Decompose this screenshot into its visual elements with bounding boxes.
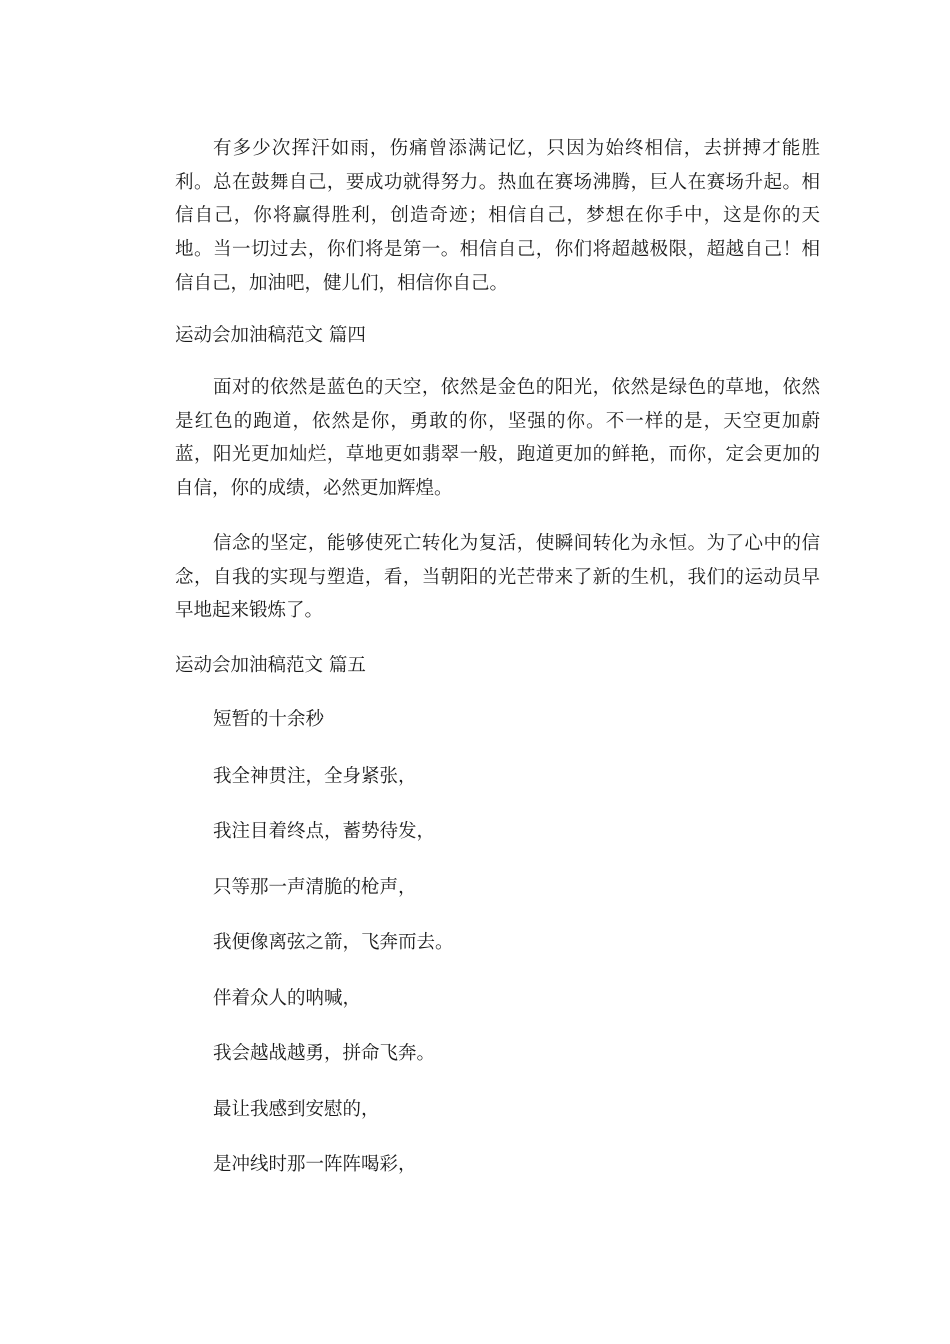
paragraph-belief: 信念的坚定，能够使死亡转化为复活，使瞬间转化为永恒。为了心中的信念，自我的实现与塑造，看，当朝阳的光芒带来了新的生机，我们的运动员早早地起来锻炼了。 xyxy=(175,533,820,622)
paragraph-blue-sky: 面对的依然是蓝色的天空，依然是金色的阳光，依然是绿色的草地，依然是红色的跑道，依然是你，勇敢的你，坚强的你。不一样的是，天空更加蔚蓝，阳光更加灿烂，草地更如翡翠一般，跑道更加的鲜艳，而你，定会更加的自信，你的成绩，必然更加辉煌。 xyxy=(175,377,820,500)
poem-line: 短暂的十余秒 xyxy=(213,709,325,730)
poem-line: 伴着众人的呐喊， xyxy=(213,988,362,1009)
section-heading-part-four: 运动会加油稿范文 篇四 xyxy=(175,325,366,346)
poem-line: 只等那一声清脆的枪声， xyxy=(213,877,417,898)
poem-line: 我全神贯注，全身紧张， xyxy=(213,766,417,787)
poem-line: 我会越战越勇，拼命飞奔。 xyxy=(213,1043,436,1064)
poem-line: 最让我感到安慰的， xyxy=(213,1099,380,1120)
poem-line: 我注目着终点，蓄势待发， xyxy=(213,821,436,842)
paragraph-encouragement: 有多少次挥汗如雨，伤痛曾添满记忆，只因为始终相信，去拼搏才能胜利。总在鼓舞自己，要成功就得努力。热血在赛场沸腾，巨人在赛场升起。相信自己，你将赢得胜利，创造奇迹；相信自己，梦想在你手中，这是你的天地。当一切过去，你们将是第一。相信自己，你们将超越极限，超越自己！相信自己，加油吧，健儿们，相信你自己。 xyxy=(175,138,820,294)
poem-line: 是冲线时那一阵阵喝彩， xyxy=(213,1154,417,1175)
poem-line: 我便像离弦之箭，飞奔而去。 xyxy=(213,932,454,953)
section-heading-part-five: 运动会加油稿范文 篇五 xyxy=(175,655,366,676)
